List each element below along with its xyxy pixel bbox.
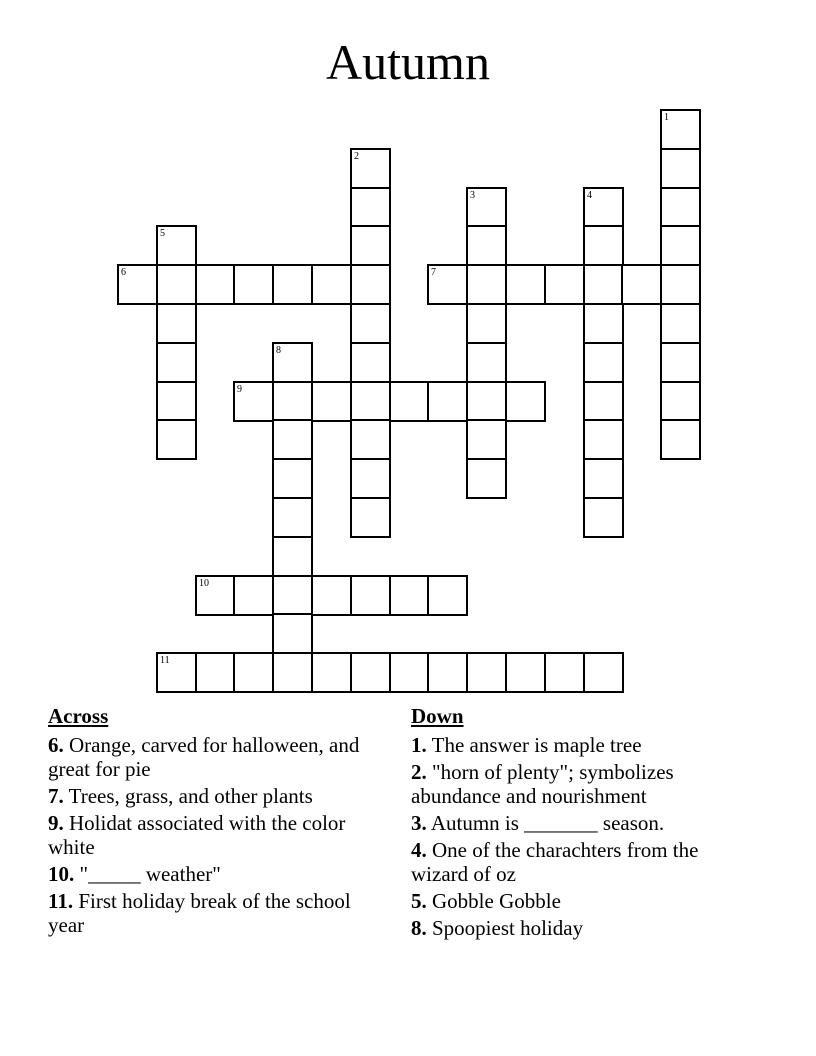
clue-number: 4 xyxy=(587,190,592,201)
grid-cell[interactable] xyxy=(156,264,197,305)
grid-cell[interactable] xyxy=(117,264,158,305)
grid-cell[interactable] xyxy=(156,225,197,266)
grid-cell[interactable] xyxy=(350,497,391,538)
clue-text: First holiday break of the school year xyxy=(48,889,351,937)
grid-cell[interactable] xyxy=(233,264,274,305)
clue-text: Spoopiest holiday xyxy=(426,916,584,940)
grid-cell[interactable] xyxy=(272,458,313,499)
grid-cell[interactable] xyxy=(505,381,546,422)
grid-cell[interactable] xyxy=(544,652,585,693)
grid-cell[interactable] xyxy=(427,652,468,693)
clue-number: 6 xyxy=(121,267,126,278)
grid-cell[interactable] xyxy=(350,264,391,305)
grid-cell[interactable] xyxy=(660,419,701,460)
clue-label: 1. xyxy=(411,733,427,757)
grid-cell[interactable] xyxy=(272,613,313,654)
grid-cell[interactable] xyxy=(350,419,391,460)
grid-cell[interactable] xyxy=(272,497,313,538)
clue-label: 6. xyxy=(48,733,64,757)
grid-cell[interactable] xyxy=(272,342,313,383)
clue-number: 7 xyxy=(431,267,436,278)
clue-text: Gobble Gobble xyxy=(426,889,561,913)
grid-cell[interactable] xyxy=(660,381,701,422)
clue-text: Orange, carved for halloween, and great for pie xyxy=(48,733,360,781)
grid-cell[interactable] xyxy=(583,381,624,422)
grid-cell[interactable] xyxy=(389,381,430,422)
grid-cell[interactable] xyxy=(350,575,391,616)
clue-text: "horn of plenty"; symbolizes abundance and nourishment xyxy=(411,760,674,808)
grid-cell[interactable] xyxy=(195,264,236,305)
grid-cell[interactable] xyxy=(466,225,507,266)
grid-cell[interactable] xyxy=(583,225,624,266)
grid-cell[interactable] xyxy=(350,187,391,228)
across-clue xyxy=(48,889,383,937)
down-clue xyxy=(411,916,751,940)
clue-text: Autumn is _______ season. xyxy=(426,811,665,835)
clue-number: 9 xyxy=(237,384,242,395)
clue-text: Trees, grass, and other plants xyxy=(63,784,313,808)
grid-cell[interactable] xyxy=(660,148,701,189)
grid-cell[interactable] xyxy=(660,342,701,383)
grid-cell[interactable] xyxy=(156,652,197,693)
grid-cell[interactable] xyxy=(272,575,313,616)
grid-cell[interactable] xyxy=(389,652,430,693)
grid-cell[interactable] xyxy=(350,342,391,383)
grid-cell[interactable] xyxy=(583,187,624,228)
across-clue xyxy=(48,733,383,781)
grid-cell[interactable] xyxy=(272,536,313,577)
grid-cell[interactable] xyxy=(156,303,197,344)
down-clue-list xyxy=(411,733,751,940)
grid-cell[interactable] xyxy=(544,264,585,305)
grid-cell[interactable] xyxy=(233,381,274,422)
grid-cell[interactable] xyxy=(466,264,507,305)
down-clue xyxy=(411,760,751,808)
clue-label: 11. xyxy=(48,889,74,913)
down-clue xyxy=(411,811,751,835)
clue-label: 2. xyxy=(411,760,427,784)
grid-cell[interactable] xyxy=(583,342,624,383)
grid-cell[interactable] xyxy=(350,148,391,189)
grid-cell[interactable] xyxy=(660,109,701,150)
grid-cell[interactable] xyxy=(427,381,468,422)
grid-cell[interactable] xyxy=(621,264,662,305)
grid-cell[interactable] xyxy=(466,419,507,460)
clue-label: 5. xyxy=(411,889,427,913)
grid-cell[interactable] xyxy=(427,264,468,305)
clue-text: One of the charachters from the wizard of oz xyxy=(411,838,699,886)
grid-cell[interactable] xyxy=(466,303,507,344)
grid-cell[interactable] xyxy=(195,652,236,693)
grid-cell[interactable] xyxy=(272,381,313,422)
clue-label: 7. xyxy=(48,784,64,808)
grid-cell[interactable] xyxy=(660,225,701,266)
puzzle-title: Autumn xyxy=(326,34,490,90)
grid-cell[interactable] xyxy=(272,652,313,693)
across-clue xyxy=(48,811,383,859)
across-clue xyxy=(48,784,383,808)
across-heading: Across xyxy=(48,704,109,728)
grid-cell[interactable] xyxy=(272,264,313,305)
grid-cell[interactable] xyxy=(350,458,391,499)
grid-cell[interactable] xyxy=(466,342,507,383)
grid-cell[interactable] xyxy=(233,652,274,693)
clue-label: 10. xyxy=(48,862,75,886)
grid-cell[interactable] xyxy=(350,225,391,266)
grid-cell[interactable] xyxy=(195,575,236,616)
grid-cell[interactable] xyxy=(505,652,546,693)
grid-cell[interactable] xyxy=(466,652,507,693)
grid-cell[interactable] xyxy=(466,458,507,499)
clue-text: The answer is maple tree xyxy=(426,733,642,757)
clue-label: 9. xyxy=(48,811,64,835)
grid-cell[interactable] xyxy=(466,187,507,228)
down-clues xyxy=(411,704,751,943)
clue-number: 1 xyxy=(664,112,669,123)
clue-label: 3. xyxy=(411,811,427,835)
grid-cell[interactable] xyxy=(156,342,197,383)
down-clue xyxy=(411,838,751,886)
clue-number: 5 xyxy=(160,228,165,239)
grid-cell[interactable] xyxy=(660,187,701,228)
grid-cell[interactable] xyxy=(427,575,468,616)
grid-cell[interactable] xyxy=(505,264,546,305)
clue-label: 4. xyxy=(411,838,427,862)
grid-cell[interactable] xyxy=(350,303,391,344)
grid-cell[interactable] xyxy=(311,575,352,616)
clue-number: 2 xyxy=(354,151,359,162)
clue-text: Holidat associated with the color white xyxy=(48,811,346,859)
grid-cell[interactable] xyxy=(350,652,391,693)
grid-cell[interactable] xyxy=(583,458,624,499)
down-heading: Down xyxy=(411,704,464,728)
grid-cell[interactable] xyxy=(583,419,624,460)
down-clue xyxy=(411,889,751,913)
grid-cell[interactable] xyxy=(389,575,430,616)
clue-label: 8. xyxy=(411,916,427,940)
grid-cell[interactable] xyxy=(583,264,624,305)
grid-cell[interactable] xyxy=(156,381,197,422)
across-clues xyxy=(48,704,383,940)
grid-cell[interactable] xyxy=(272,419,313,460)
clue-number: 10 xyxy=(199,578,209,589)
grid-cell[interactable] xyxy=(233,575,274,616)
grid-cell[interactable] xyxy=(583,497,624,538)
grid-cell[interactable] xyxy=(311,264,352,305)
grid-cell[interactable] xyxy=(583,303,624,344)
down-clue xyxy=(411,733,751,757)
grid-cell[interactable] xyxy=(660,264,701,305)
grid-cell[interactable] xyxy=(583,652,624,693)
clue-text: "_____ weather" xyxy=(74,862,221,886)
grid-cell[interactable] xyxy=(660,303,701,344)
clue-number: 3 xyxy=(470,190,475,201)
grid-cell[interactable] xyxy=(311,652,352,693)
grid-cell[interactable] xyxy=(311,381,352,422)
across-clue xyxy=(48,862,383,886)
grid-cell[interactable] xyxy=(156,419,197,460)
across-clue-list xyxy=(48,733,383,937)
clue-number: 8 xyxy=(276,345,281,356)
grid-cell[interactable] xyxy=(350,381,391,422)
grid-cell[interactable] xyxy=(466,381,507,422)
clue-number: 11 xyxy=(160,655,170,666)
